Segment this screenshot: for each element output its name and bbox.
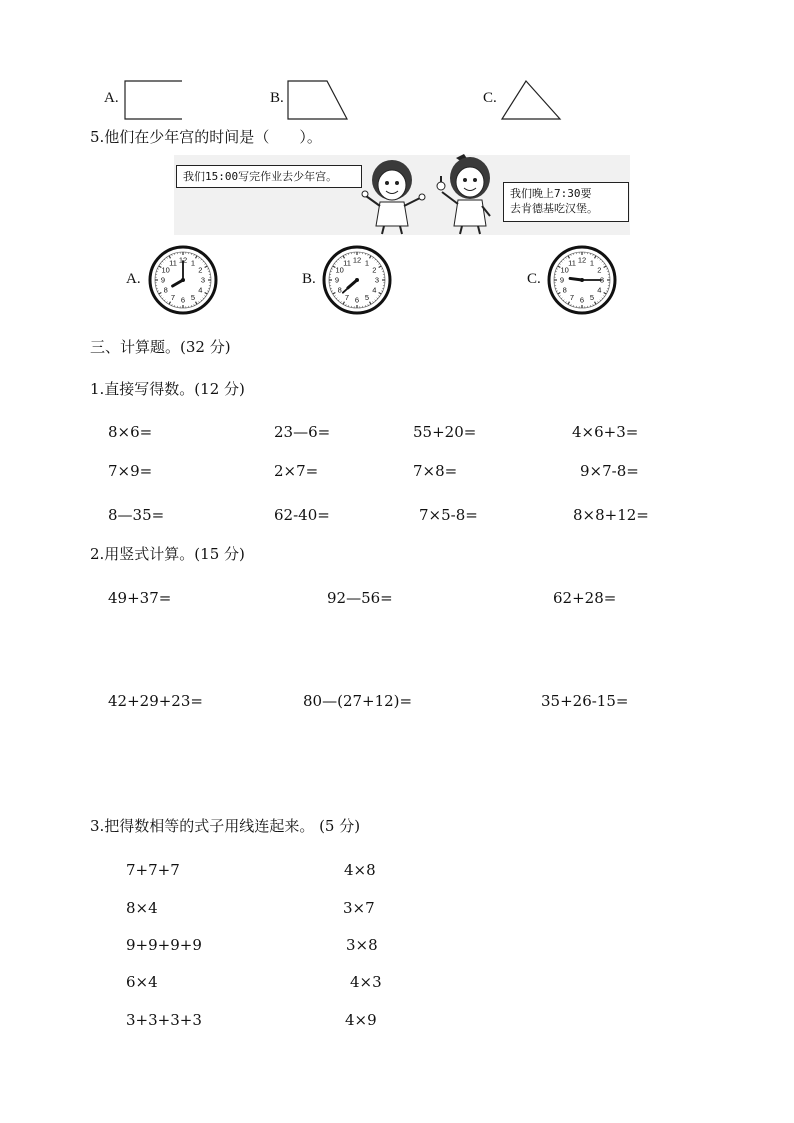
q2-item: 42+29+23= [108,692,203,710]
clock-numeral: 7 [170,292,176,302]
clock-numeral: 9 [559,275,565,285]
clock-numeral: 3 [599,275,605,285]
q1-item: 8—35= [108,506,165,524]
clock-numeral: 6 [354,295,360,305]
q3-right-item: 3×8 [346,936,378,954]
clock-b [322,245,392,315]
clock-b-label: B. [302,271,316,287]
clock-center [181,278,185,282]
clock-numeral: 10 [560,265,569,275]
q1-item: 55+20= [413,423,477,441]
clock-numeral: 6 [579,295,585,305]
girl-figure-right [436,152,502,236]
q1-item: 9×7-8= [580,462,639,480]
clock-numeral: 2 [597,265,602,275]
trapezoid-shape [287,80,351,120]
clock-numeral: 1 [190,258,196,268]
speech-bubble-right-line1: 我们晚上7:30要 [510,187,592,200]
q2-item: 62+28= [553,589,617,607]
rectangle-shape [124,80,186,120]
q1-item: 62-40= [274,506,330,524]
girl-figure-left [362,158,432,236]
clock-a [148,245,218,315]
q2-item: 49+37= [108,589,172,607]
q3-left-item: 9+9+9+9 [126,936,202,954]
clock-numeral: 2 [372,265,377,275]
clock-numeral: 8 [562,285,567,295]
clock-numeral: 12 [178,255,188,265]
q3-left-item: 3+3+3+3 [126,1011,202,1029]
clock-numeral: 5 [190,292,196,302]
clock-numeral: 4 [597,285,602,295]
clock-numeral: 11 [169,258,177,268]
q2-item: 92—56= [327,589,393,607]
clock-numeral: 3 [200,275,206,285]
q3-title: 3.把得数相等的式子用线连起来。 (5 分) [90,817,361,835]
clock-numeral: 3 [374,275,380,285]
q1-item: 23—6= [274,423,331,441]
clock-numeral: 11 [343,258,351,268]
clock-numeral: 7 [569,292,575,302]
clock-numeral: 1 [589,258,595,268]
clock-c-label: C. [527,271,541,287]
clock-numeral: 10 [335,265,344,275]
clock-a-label: A. [126,271,141,287]
speech-bubble-left-text: 我们15:00写完作业去少年宫。 [183,170,338,183]
speech-bubble-right [503,182,629,222]
clock-numeral: 8 [337,285,342,295]
clock-center [580,278,584,282]
q3-right-item: 3×7 [343,899,375,917]
clock-numeral: 9 [160,275,166,285]
q3-right-item: 4×8 [344,861,376,879]
q2-item: 80—(27+12)= [303,692,413,710]
shape-c-label: C. [483,90,497,106]
q1-item: 7×5-8= [419,506,478,524]
question-5-text: 5.他们在少年宫的时间是（ ）。 [90,128,322,146]
clock-numeral: 5 [589,292,595,302]
clock-center [355,278,359,282]
clock-numeral: 5 [364,292,370,302]
triangle-shape [501,80,563,120]
clock-numeral: 12 [352,255,362,265]
clock-numeral: 4 [198,285,203,295]
shape-b-label: B. [270,90,284,106]
clock-numeral: 8 [163,285,168,295]
q1-item: 4×6+3= [572,423,639,441]
q1-item: 7×8= [413,462,458,480]
q3-left-item: 6×4 [126,973,158,991]
q1-item: 8×6= [108,423,153,441]
speech-bubble-right-line2: 去肯德基吃汉堡。 [510,202,598,215]
clock-numeral: 7 [344,292,350,302]
section-3-title: 三、计算题。(32 分) [90,338,231,356]
shape-a-label: A. [104,90,119,106]
clock-c [547,245,617,315]
q1-title: 1.直接写得数。(12 分) [90,380,245,398]
q2-item: 35+26-15= [541,692,629,710]
clock-numeral: 12 [577,255,587,265]
clock-numeral: 1 [364,258,370,268]
clock-numeral: 11 [568,258,576,268]
q3-left-item: 8×4 [126,899,158,917]
clock-numeral: 10 [161,265,170,275]
q3-right-item: 4×9 [345,1011,377,1029]
q2-title: 2.用竖式计算。(15 分) [90,545,245,563]
clock-numeral: 4 [372,285,377,295]
q1-item: 8×8+12= [573,506,649,524]
q3-left-item: 7+7+7 [126,861,180,879]
speech-bubble-left [176,165,362,188]
clock-numeral: 6 [180,295,186,305]
clock-numeral: 9 [334,275,340,285]
q1-item: 2×7= [274,462,319,480]
q3-right-item: 4×3 [350,973,382,991]
q1-item: 7×9= [108,462,153,480]
clock-numeral: 2 [198,265,203,275]
